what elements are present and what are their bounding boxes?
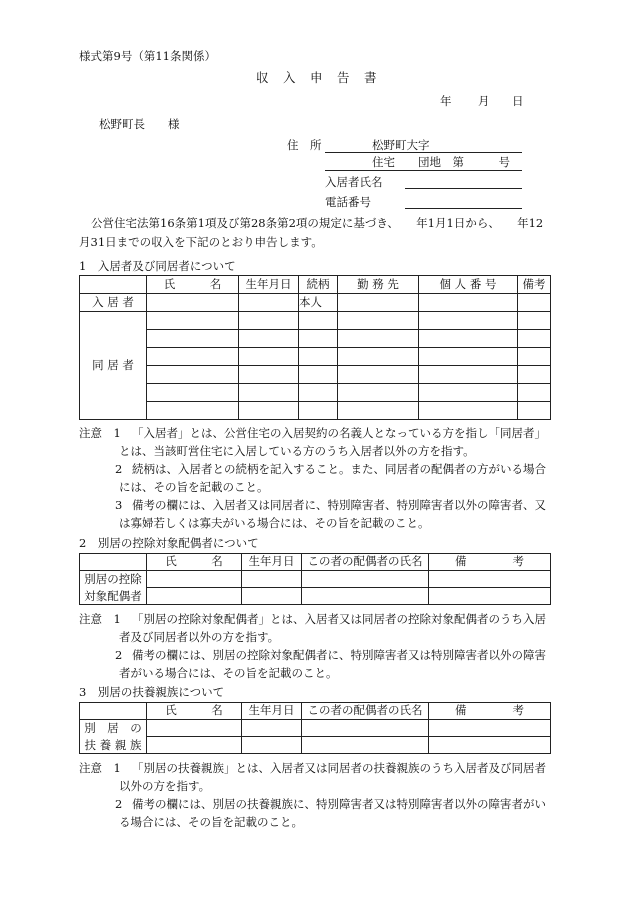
s3-note1-line2: 以外の方を指す。: [119, 779, 211, 793]
table-cell[interactable]: [147, 384, 239, 402]
section3-heading: 3 別居の扶養親族について: [79, 685, 225, 699]
cohabitant-label: 同 居 者: [80, 312, 147, 420]
table-cell[interactable]: [518, 330, 551, 348]
separate-spouse-label-line2: 対象配偶者: [84, 588, 142, 603]
table-row: [80, 588, 551, 605]
phone-label: 電話番号: [325, 195, 371, 209]
table-cell[interactable]: [239, 402, 299, 420]
table-row: [80, 720, 551, 737]
s1-note3-line2: は寡婦若しくは寡夫がいる場合には、その旨を記載のこと。: [119, 516, 430, 530]
intro-line2: 月31日までの収入を下記のとおり申告します。: [79, 235, 323, 249]
table-cell[interactable]: [429, 571, 551, 588]
phone-field[interactable]: [405, 208, 522, 209]
s1-note1-prefix: 注意 1: [79, 426, 121, 440]
cohabitant-row: [80, 348, 551, 366]
table-cell[interactable]: [302, 571, 429, 588]
cohabitant-row: [80, 402, 551, 420]
s1-note3-prefix: 3: [115, 498, 123, 512]
s1-note1-line1: 「入居者」とは、公営住宅の入居契約の名義人となっている方を指し「同居者」: [132, 426, 546, 440]
table-cell[interactable]: [299, 348, 338, 366]
table-cell[interactable]: [147, 720, 242, 737]
address-line2-underline: [325, 170, 522, 171]
table-cell[interactable]: [419, 294, 518, 312]
resident-name-field[interactable]: [405, 188, 522, 189]
intro-line1: 公営住宅法第16条第1項及び第28条第2項の規定に基づき、 年1月1日から、 年12: [91, 216, 544, 230]
col-remarks-header: 備 考: [429, 703, 551, 720]
table-cell[interactable]: [429, 720, 551, 737]
date-day: 日: [512, 94, 524, 108]
separate-spouse-label-line1: 別居の控除: [84, 572, 142, 586]
date-year: 年: [440, 94, 452, 108]
table-cell[interactable]: [242, 571, 302, 588]
table-cell[interactable]: [147, 571, 242, 588]
table-cell[interactable]: [147, 330, 239, 348]
col-spouse-name-header: この者の配偶者の氏名: [302, 554, 429, 571]
s3-note2-line2: る場合には、その旨を記載のこと。: [119, 815, 303, 829]
table-cell[interactable]: [338, 402, 419, 420]
s1-note3-line1: 備考の欄には、入居者又は同居者に、特別障害者、特別障害者以外の障害者、又: [132, 498, 546, 512]
col-birthdate-header: 生年月日: [242, 554, 302, 571]
s3-note1-line1: 「別居の扶養親族」とは、入居者又は同居者の扶養親族のうち入居者及び同居者: [132, 761, 546, 775]
s1-note2-prefix: 2: [115, 462, 123, 476]
cohabitant-row: [80, 366, 551, 384]
table-cell[interactable]: [147, 402, 239, 420]
addressee: 松野町長 様: [99, 117, 180, 131]
col-birthdate-header: 生年月日: [239, 276, 299, 294]
table-cell[interactable]: [302, 720, 429, 737]
s1-note2-line1: 続柄は、入居者との続柄を記入すること。また、同居者の配偶者の方がいる場合: [132, 462, 546, 476]
table-cell[interactable]: [302, 588, 429, 605]
col-workplace-header: 勤 務 先: [338, 276, 419, 294]
table-cell[interactable]: [419, 366, 518, 384]
table-cell[interactable]: [419, 348, 518, 366]
resident-row: [80, 294, 551, 312]
col-spouse-name-header: この者の配偶者の氏名: [302, 703, 429, 720]
col-remarks-header: 備 考: [429, 554, 551, 571]
col-birthdate-header: 生年月日: [242, 703, 302, 720]
address-line2: 住宅 団地 第 号: [372, 155, 510, 169]
section2-heading: 2 別居の控除対象配偶者について: [79, 536, 259, 550]
table-cell[interactable]: [299, 330, 338, 348]
table-cell[interactable]: [242, 720, 302, 737]
table-cell[interactable]: [299, 384, 338, 402]
table-cell[interactable]: [299, 402, 338, 420]
s2-note2-line1: 備考の欄には、別居の控除対象配偶者に、特別障害者又は特別障害者以外の障害: [132, 648, 546, 662]
corner-cell: [80, 554, 147, 571]
col-name-header: 氏 名: [147, 703, 242, 720]
table-cell[interactable]: [338, 366, 419, 384]
col-name-header: 氏 名: [147, 276, 239, 294]
address-label: 住 所: [287, 138, 322, 152]
table-cell[interactable]: [338, 312, 419, 330]
table-cell[interactable]: [147, 294, 239, 312]
resident-name-label: 入居者氏名: [325, 175, 383, 189]
table-cell[interactable]: [429, 588, 551, 605]
table-cell[interactable]: [419, 312, 518, 330]
table-cell[interactable]: [518, 366, 551, 384]
table-cell[interactable]: [242, 588, 302, 605]
cohabitant-row: [80, 312, 551, 330]
s2-note1-prefix: 注意 1: [79, 612, 121, 626]
separate-dependent-label: [80, 720, 147, 754]
table-cell[interactable]: [239, 348, 299, 366]
table-cell[interactable]: [147, 348, 239, 366]
table-cell[interactable]: [518, 312, 551, 330]
table-cell[interactable]: [518, 294, 551, 312]
address-underline: [325, 152, 522, 153]
resident-relation: 本人: [299, 294, 338, 312]
section1-header-row: [80, 276, 551, 294]
s2-note2-prefix: 2: [115, 648, 123, 662]
table-row: [80, 571, 551, 588]
section3-table: [79, 702, 551, 754]
table-cell[interactable]: [518, 402, 551, 420]
table-cell[interactable]: [429, 737, 551, 754]
s1-note1-line2: とは、当該町営住宅に入居している方のうち入居者以外の方を指す。: [119, 444, 475, 458]
table-cell[interactable]: [239, 384, 299, 402]
table-cell[interactable]: [338, 348, 419, 366]
section2-header-row: [80, 554, 551, 571]
s3-note2-line1: 備考の欄には、別居の扶養親族に、特別障害者又は特別障害者以外の障害者がい: [132, 797, 546, 811]
table-cell[interactable]: [147, 312, 239, 330]
s1-note2-line2: には、その旨を記載のこと。: [119, 480, 269, 494]
table-cell[interactable]: [518, 384, 551, 402]
date-month: 月: [478, 94, 490, 108]
col-id-number-header: 個 人 番 号: [419, 276, 518, 294]
section2-table: [79, 553, 551, 605]
cohabitant-row: [80, 384, 551, 402]
s2-note2-line2: 者がいる場合には、その旨を記載のこと。: [119, 666, 338, 680]
table-cell[interactable]: [338, 384, 419, 402]
cohabitant-row: [80, 330, 551, 348]
document-title: 収 入 申 告 書: [256, 70, 378, 85]
table-cell[interactable]: [419, 402, 518, 420]
s2-note1-line2: 者及び同居者以外の方を指す。: [119, 630, 280, 644]
address-value: 松野町大字: [372, 138, 430, 152]
corner-cell: [80, 703, 147, 720]
table-cell[interactable]: [239, 330, 299, 348]
section1-heading: 1 入居者及び同居者について: [79, 259, 236, 273]
col-name-header: 氏 名: [147, 554, 242, 571]
table-cell[interactable]: [419, 330, 518, 348]
table-cell[interactable]: [242, 737, 302, 754]
section1-table: [79, 275, 551, 420]
col-remarks-header: 備考: [518, 276, 551, 294]
s3-note2-prefix: 2: [115, 797, 123, 811]
table-cell[interactable]: [338, 330, 419, 348]
corner-cell: [80, 276, 147, 294]
section3-header-row: [80, 703, 551, 720]
col-relation-header: 続柄: [299, 276, 338, 294]
s3-note1-prefix: 注意 1: [79, 761, 121, 775]
form-number: 様式第9号（第11条関係）: [79, 49, 216, 63]
table-cell[interactable]: [147, 737, 242, 754]
table-cell[interactable]: [419, 384, 518, 402]
table-cell[interactable]: [239, 294, 299, 312]
resident-label: 入 居 者: [80, 294, 147, 312]
separate-dependent-label-line2: 扶 養 親 族: [84, 737, 142, 752]
table-cell[interactable]: [338, 294, 419, 312]
table-cell[interactable]: [147, 588, 242, 605]
separate-dependent-label-line1: 別 居 の: [84, 721, 142, 735]
table-cell[interactable]: [239, 312, 299, 330]
table-cell[interactable]: [239, 366, 299, 384]
table-cell[interactable]: [299, 312, 338, 330]
table-cell[interactable]: [518, 348, 551, 366]
table-cell[interactable]: [299, 366, 338, 384]
separate-spouse-label: [80, 571, 147, 605]
table-cell[interactable]: [147, 366, 239, 384]
table-cell[interactable]: [302, 737, 429, 754]
s2-note1-line1: 「別居の控除対象配偶者」とは、入居者又は同居者の控除対象配偶者のうち入居: [132, 612, 546, 626]
table-row: [80, 737, 551, 754]
